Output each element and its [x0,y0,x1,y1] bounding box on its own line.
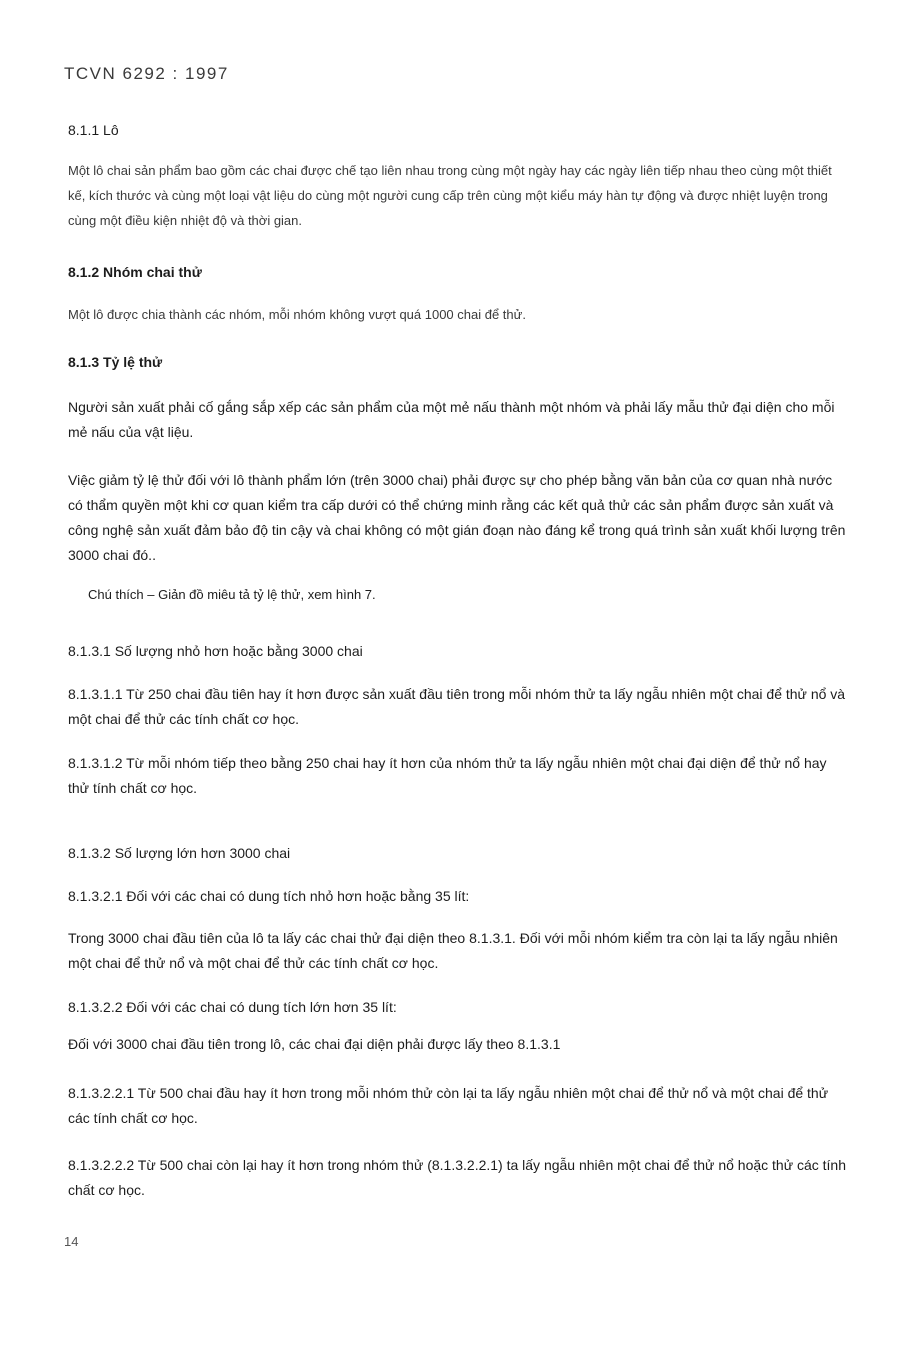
paragraph-rate-reduction: Việc giảm tỷ lệ thử đối với lô thành phẩm lớn (trên 3000 chai) phải được sự cho phép bằng văn bản của cơ quan nhà nước có thẩm quyền một khi cơ quan kiểm tra cấp dưới có thể chứng minh rằng các kết quả thử các sản phẩm được sản xuất và công nghệ sản xuất đảm bảo độ tin cậy và chai không có một gián đoạn nào đáng kể trong quá trình sản xuất khối lượng trên 3000 chai đó.. [68,472,846,563]
paragraph-8-1-3-2-2-1: 8.1.3.2.2.1 Từ 500 chai đầu hay ít hơn trong mỗi nhóm thử còn lại ta lấy ngẫu nhiên một chai để thử nổ và một chai để thử các tính chất cơ học. [68,1085,829,1126]
paragraph-8-1-3-1-1: 8.1.3.1.1 Từ 250 chai đầu tiên hay ít hơn được sản xuất đầu tiên trong mỗi nhóm thử ta lấy ngẫu nhiên một chai để thử nổ và một chai để thử các tính chất cơ học. [68,686,846,727]
heading-8-1-3-2-2: 8.1.3.2.2 Đối với các chai có dung tích lớn hơn 35 lít: [68,999,397,1015]
paragraph-lot-definition: Một lô chai sản phẩm bao gồm các chai được chế tạo liên nhau trong cùng một ngày hay các ngày liên tiếp nhau theo cùng một thiết kế, kích thước và cùng một loại vật liệu do cùng một người cung cấp trên cùng một kiểu máy hàn tự động và được nhiệt luyện trong cùng một điều kiện nhiệt độ và thời gian. [68,163,832,228]
page-number: 14 [64,1234,79,1249]
standard-header: TCVN 6292 : 1997 [64,64,229,83]
paragraph-test-group: Một lô được chia thành các nhóm, mỗi nhóm không vượt quá 1000 chai để thử. [68,307,526,322]
heading-8-1-3-2: 8.1.3.2 Số lượng lớn hơn 3000 chai [68,845,291,861]
heading-8-1-1: 8.1.1 Lô [68,122,119,138]
note-diagram: Chú thích – Giản đồ miêu tả tỷ lệ thử, xem hình 7. [88,587,376,602]
heading-8-1-3-2-1: 8.1.3.2.1 Đối với các chai có dung tích nhỏ hơn hoặc bằng 35 lít: [68,888,470,904]
paragraph-8-1-3-1-2: 8.1.3.1.2 Từ mỗi nhóm tiếp theo bằng 250 chai hay ít hơn của nhóm thử ta lấy ngẫu nhiên một chai đại diện để thử nổ hay thử tính chất cơ học. [68,755,827,796]
heading-8-1-2: 8.1.2 Nhóm chai thử [68,264,202,280]
paragraph-test-rate: Người sản xuất phải cố gắng sắp xếp các sản phẩm của một mẻ nấu thành một nhóm và phải lấy mẫu thử đại diện cho mỗi mẻ nấu của vật liệu. [68,399,835,440]
paragraph-small-capacity: Trong 3000 chai đầu tiên của lô ta lấy các chai thử đại diện theo 8.1.3.1. Đối với mỗi nhóm kiểm tra còn lại ta lấy ngẫu nhiên một chai để thử nổ và một chai để thử các tính chất cơ học. [68,930,838,971]
paragraph-8-1-3-2-2-2: 8.1.3.2.2.2 Từ 500 chai còn lại hay ít hơn trong nhóm thử (8.1.3.2.2.1) ta lấy ngẫu nhiên một chai để thử nổ hoặc thử các tính chất cơ học. [68,1157,846,1198]
paragraph-large-capacity: Đối với 3000 chai đầu tiên trong lô, các chai đại diện phải được lấy theo 8.1.3.1 [68,1036,561,1052]
heading-8-1-3-1: 8.1.3.1 Số lượng nhỏ hơn hoặc bằng 3000 chai [68,643,363,659]
heading-8-1-3: 8.1.3 Tỷ lệ thử [68,354,163,370]
